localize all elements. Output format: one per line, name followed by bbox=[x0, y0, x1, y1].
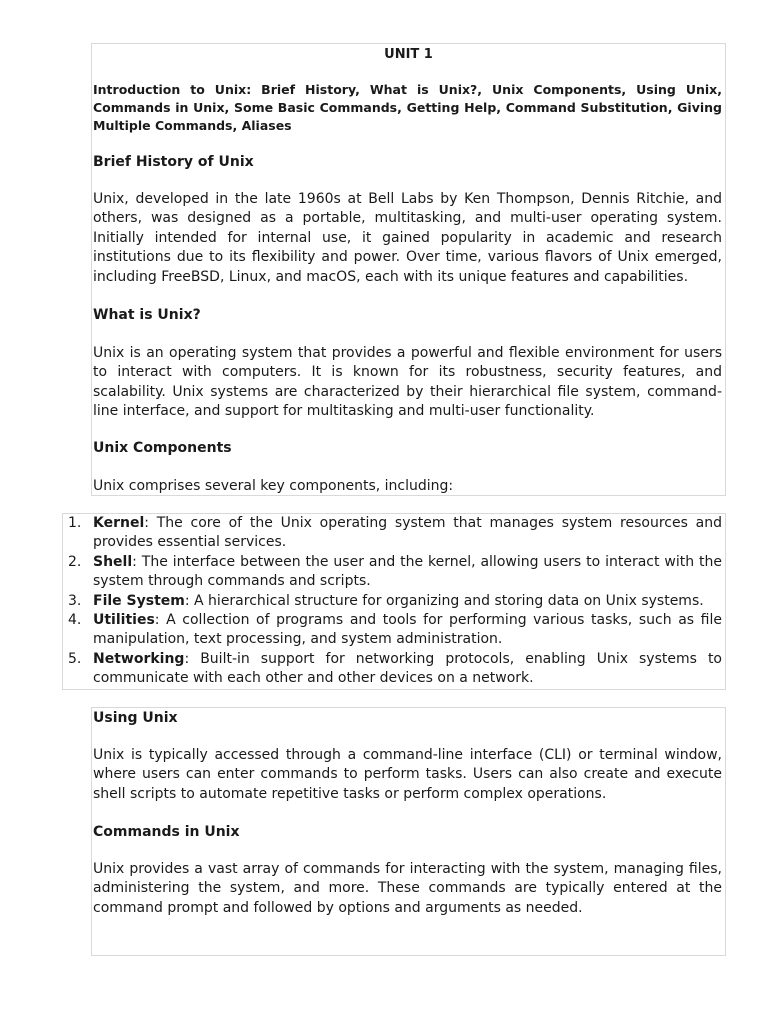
section-box-components-list bbox=[62, 513, 726, 690]
list-item bbox=[63, 611, 722, 650]
list-term: Utilities bbox=[93, 612, 155, 629]
list-desc: : Built-in support for networking protocols, enabling Unix systems to communicate with each other and other devices on a network. bbox=[93, 650, 722, 687]
list-item bbox=[63, 650, 722, 689]
commands-heading: Commands in Unix bbox=[93, 824, 240, 840]
commands-body: Unix provides a vast array of commands for interacting with the system, managing files, administering the system, and more. These commands are typically entered at the command prompt and followed by options and arguments as needed. bbox=[93, 861, 722, 916]
components-heading: Unix Components bbox=[93, 440, 232, 456]
list-term: Kernel bbox=[93, 515, 145, 531]
list-desc: : A collection of programs and tools for performing various tasks, such as file manipulation, text processing, and system administration. bbox=[93, 612, 722, 648]
using-heading: Using Unix bbox=[93, 710, 178, 726]
using-body: Unix is typically accessed through a command-line interface (CLI) or terminal window, where users can enter commands to perform tasks. Users can also create and execute shell scripts to automate repetitive tasks or perform complex operations. bbox=[93, 747, 722, 802]
components-lead: Unix comprises several key components, including: bbox=[93, 478, 454, 494]
list-term: Shell bbox=[93, 553, 133, 570]
list-desc: : A hierarchical structure for organizing and storing data on Unix systems. bbox=[184, 592, 704, 609]
list-term: File System bbox=[93, 592, 185, 609]
history-heading: Brief History of Unix bbox=[93, 154, 254, 170]
history-body: Unix, developed in the late 1960s at Bell Labs by Ken Thompson, Dennis Ritchie, and others, was designed as a portable, multitasking, and multi-user operating system. Initially intended for internal use, it gained popularity in academic and research institutions due to its flexibility and power. Over time, various flavors of Unix emerged, including FreeBSD, Linux, and macOS, each with its unique features and capabilities. bbox=[93, 191, 722, 285]
list-item bbox=[63, 592, 722, 611]
list-desc: : The interface between the user and the kernel, allowing users to interact with the system through commands and scripts. bbox=[93, 553, 722, 590]
section-box-history bbox=[91, 43, 726, 496]
list-term: Networking bbox=[93, 650, 185, 667]
components-list bbox=[63, 514, 722, 689]
list-item bbox=[63, 553, 722, 592]
list-number: 1. bbox=[68, 515, 82, 531]
list-number: 2. bbox=[68, 553, 82, 570]
list-number: 3. bbox=[68, 592, 82, 609]
section-box-using bbox=[91, 707, 726, 956]
what-is-body: Unix is an operating system that provides a powerful and flexible environment for users to interact with computers. It is known for its robustness, security features, and scalability. Unix systems are characterized by their hierarchical file system, command-line interface, and support for multitasking and multi-user functionality. bbox=[93, 345, 722, 420]
intro-topics: Introduction to Unix: Brief History, What is Unix?, Unix Components, Using Unix, Commands in Unix, Some Basic Commands, Getting Help, Command Substitution, Giving Multiple Commands, Aliases bbox=[93, 82, 722, 133]
list-item bbox=[63, 514, 722, 553]
unit-title: UNIT 1 bbox=[384, 47, 433, 62]
list-desc: : The core of the Unix operating system that manages system resources and provides essential services. bbox=[93, 515, 722, 551]
list-number: 4. bbox=[68, 612, 82, 629]
list-number: 5. bbox=[68, 650, 82, 667]
what-is-heading: What is Unix? bbox=[93, 307, 201, 323]
